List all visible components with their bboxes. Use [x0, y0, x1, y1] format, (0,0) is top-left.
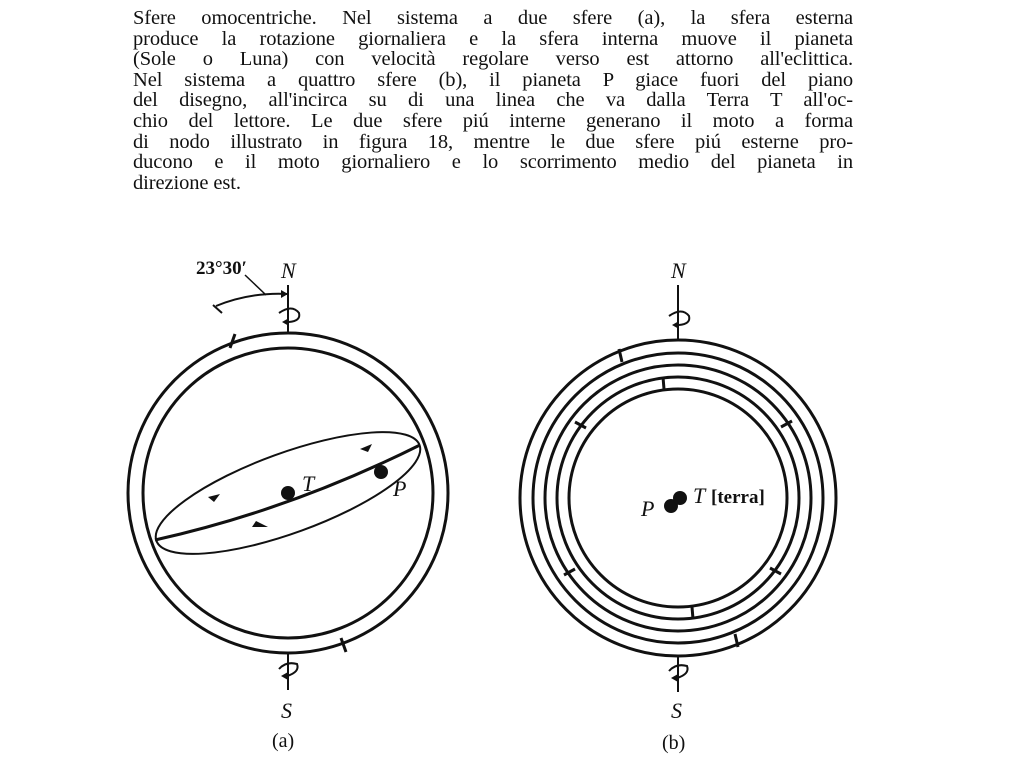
- south-label: S: [281, 698, 292, 723]
- earth-note: [terra]: [711, 487, 765, 508]
- planet-dot: [374, 465, 388, 479]
- earth-dot: [281, 486, 295, 500]
- north-label: N: [281, 258, 296, 283]
- caption-line: del disegno, all'incirca su di una linea che va dalla Terra T all'oc-: [133, 89, 853, 112]
- earth-label: T: [693, 483, 706, 508]
- caption-line: direzione est.: [133, 171, 241, 194]
- caption-line: produce la rotazione giornaliera e la sfera interna muove il pianeta: [133, 27, 853, 50]
- planet-label: P: [641, 496, 655, 521]
- figure-b-sublabel: (b): [662, 732, 686, 754]
- angle-leader-line: [245, 275, 266, 295]
- caption-line: (Sole o Luna) con velocità regolare verso est attorno all'eclittica.: [133, 48, 853, 71]
- figure-a-two-sphere-system: [128, 258, 448, 752]
- tilt-angle-label: 23°30′: [196, 258, 247, 279]
- rotation-arrow-north-icon: [279, 309, 299, 323]
- caption-line: ducono e il moto giornaliero e lo scorrimento medio del pianeta in: [133, 151, 853, 174]
- south-label: S: [671, 698, 682, 723]
- caption-line: chio del lettore. Le due sfere piú interne generano il moto a forma: [133, 109, 853, 132]
- rotation-arrow-north-icon: [669, 312, 689, 326]
- arrow-left-icon: [208, 494, 220, 502]
- arrow-top-icon: [360, 444, 372, 452]
- earth-label: T: [302, 471, 315, 496]
- earth-dot: [673, 491, 687, 505]
- caption-line: di nodo illustrato in figura 18, mentre le due sfere piú esterne pro-: [133, 130, 853, 153]
- caption-line: Sfere omocentriche. Nel sistema a due sfere (a), la sfera esterna: [133, 7, 853, 29]
- north-label: N: [671, 258, 686, 283]
- tilt-angle-arc: [216, 294, 288, 306]
- planet-label: P: [393, 476, 407, 501]
- caption-line: Nel sistema a quattro sfere (b), il pianeta P giace fuori del piano: [133, 68, 853, 91]
- figure-a-sublabel: (a): [272, 730, 295, 752]
- figure-b-four-sphere-system: [520, 258, 836, 754]
- arrow-east-icon: [252, 521, 268, 527]
